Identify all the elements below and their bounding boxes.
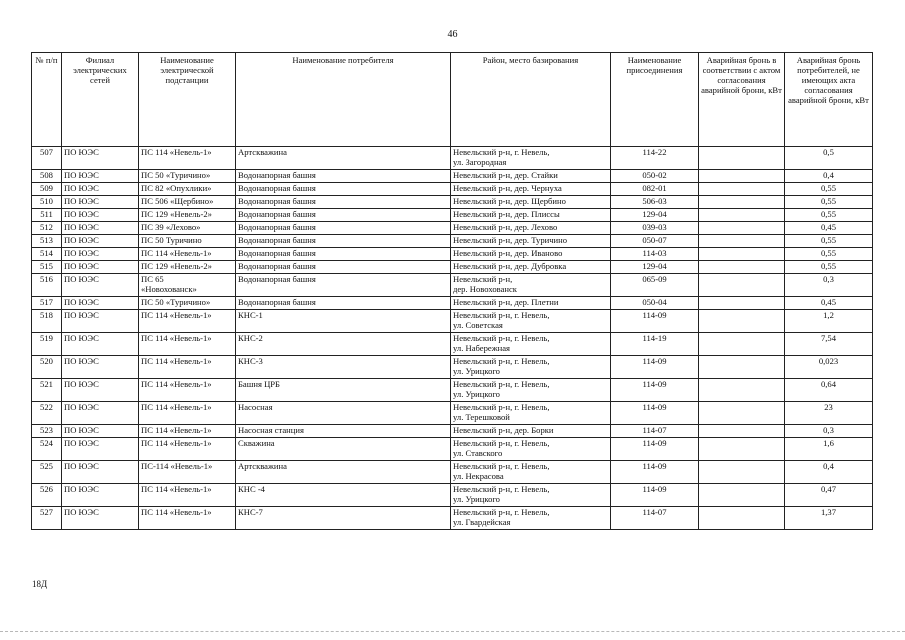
location-cell <box>451 235 611 248</box>
table-row <box>32 438 873 461</box>
connection-cell: 114-09 <box>611 310 699 333</box>
substation-cell <box>139 235 236 248</box>
table-row <box>32 183 873 196</box>
table-row <box>32 170 873 183</box>
connection-cell: 065-09 <box>611 274 699 297</box>
reserve-no-act-cell: 1,37 <box>785 507 873 530</box>
substation-cell-line: ПС 506 «Щербино» <box>141 196 214 206</box>
reserve-act-cell <box>699 248 785 261</box>
connection-cell: 129-04 <box>611 261 699 274</box>
reserve-act-cell <box>699 235 785 248</box>
branch-cell: ПО ЮЭС <box>62 209 139 222</box>
location-cell-line: Невельский р-н, г. Невель, <box>453 147 550 157</box>
substation-cell <box>139 147 236 170</box>
reserve-no-act-cell: 0,023 <box>785 356 873 379</box>
location-cell <box>451 356 611 379</box>
table-body <box>32 147 873 530</box>
reserve-no-act-cell: 0,64 <box>785 379 873 402</box>
table-row <box>32 356 873 379</box>
location-cell-line: Невельский р-н, дер. Иваново <box>453 248 563 258</box>
row-number-cell: 510 <box>32 196 62 209</box>
row-number-cell: 511 <box>32 209 62 222</box>
reserve-act-cell <box>699 402 785 425</box>
location-cell <box>451 333 611 356</box>
reserve-act-cell <box>699 274 785 297</box>
substation-cell <box>139 196 236 209</box>
reserve-no-act-cell: 0,3 <box>785 274 873 297</box>
substation-cell-line: ПС 50 Туричино <box>141 235 202 245</box>
row-number-cell: 512 <box>32 222 62 235</box>
reserve-act-cell <box>699 170 785 183</box>
substation-cell <box>139 379 236 402</box>
table-row <box>32 248 873 261</box>
branch-cell: ПО ЮЭС <box>62 484 139 507</box>
location-cell-line: Невельский р-н, г. Невель, <box>453 356 550 366</box>
location-cell <box>451 438 611 461</box>
row-number-cell: 520 <box>32 356 62 379</box>
substation-cell-line: ПС 114 «Невель-1» <box>141 356 212 366</box>
table-row <box>32 379 873 402</box>
table-row <box>32 425 873 438</box>
substation-cell <box>139 333 236 356</box>
branch-cell: ПО ЮЭС <box>62 196 139 209</box>
location-cell <box>451 147 611 170</box>
location-cell-line: Невельский р-н, г. Невель, <box>453 438 550 448</box>
reserve-act-cell <box>699 507 785 530</box>
header-cell-connection: Наименование присоединения <box>611 53 699 147</box>
connection-cell: 039-03 <box>611 222 699 235</box>
substation-cell <box>139 183 236 196</box>
reserve-act-cell <box>699 183 785 196</box>
reserve-act-cell <box>699 147 785 170</box>
location-cell <box>451 196 611 209</box>
location-cell <box>451 310 611 333</box>
reserve-act-cell <box>699 438 785 461</box>
location-cell-line: Невельский р-н, г. Невель, <box>453 484 550 494</box>
row-number-cell: 507 <box>32 147 62 170</box>
location-cell <box>451 209 611 222</box>
branch-cell: ПО ЮЭС <box>62 235 139 248</box>
row-number-cell: 508 <box>32 170 62 183</box>
branch-cell: ПО ЮЭС <box>62 261 139 274</box>
reserve-no-act-cell: 1,2 <box>785 310 873 333</box>
substation-cell <box>139 248 236 261</box>
connection-cell: 114-19 <box>611 333 699 356</box>
branch-cell: ПО ЮЭС <box>62 274 139 297</box>
substation-cell <box>139 484 236 507</box>
location-cell <box>451 222 611 235</box>
connection-cell: 506-03 <box>611 196 699 209</box>
consumer-cell: КНС-1 <box>236 310 451 333</box>
substation-cell <box>139 170 236 183</box>
branch-cell: ПО ЮЭС <box>62 438 139 461</box>
consumer-cell: Артскважина <box>236 461 451 484</box>
substation-cell-line: ПС 114 «Невель-1» <box>141 147 212 157</box>
reserve-no-act-cell: 1,6 <box>785 438 873 461</box>
reserve-act-cell <box>699 333 785 356</box>
substation-cell-line: ПС 114 «Невель-1» <box>141 438 212 448</box>
location-cell-line: ул. Урицкого <box>453 494 500 504</box>
location-cell-line: Невельский р-н, г. Невель, <box>453 379 550 389</box>
location-cell <box>451 183 611 196</box>
consumer-cell: КНС-2 <box>236 333 451 356</box>
connection-cell: 114-03 <box>611 248 699 261</box>
substation-cell-line: ПС-114 «Невель-1» <box>141 461 213 471</box>
location-cell-line: Невельский р-н, дер. Плетни <box>453 297 559 307</box>
branch-cell: ПО ЮЭС <box>62 333 139 356</box>
reserve-act-cell <box>699 196 785 209</box>
row-number-cell: 523 <box>32 425 62 438</box>
reserve-act-cell <box>699 484 785 507</box>
substation-cell-line: ПС 114 «Невель-1» <box>141 379 212 389</box>
reserve-no-act-cell: 0,45 <box>785 297 873 310</box>
table-header-row <box>32 53 873 147</box>
reserve-no-act-cell: 0,55 <box>785 248 873 261</box>
branch-cell: ПО ЮЭС <box>62 461 139 484</box>
substation-cell-line: ПС 114 «Невель-1» <box>141 310 212 320</box>
table-row <box>32 261 873 274</box>
branch-cell: ПО ЮЭС <box>62 310 139 333</box>
consumer-cell: КНС -4 <box>236 484 451 507</box>
connection-cell: 050-04 <box>611 297 699 310</box>
table-row <box>32 402 873 425</box>
table-row <box>32 484 873 507</box>
branch-cell: ПО ЮЭС <box>62 222 139 235</box>
location-cell-line: Невельский р-н, г. Невель, <box>453 507 550 517</box>
reserve-act-cell <box>699 209 785 222</box>
consumer-cell: КНС-3 <box>236 356 451 379</box>
substation-cell-line: ПС 114 «Невель-1» <box>141 248 212 258</box>
reserve-no-act-cell: 0,47 <box>785 484 873 507</box>
consumer-cell: Артскважина <box>236 147 451 170</box>
location-cell <box>451 248 611 261</box>
reserve-no-act-cell: 0,5 <box>785 147 873 170</box>
reserve-act-cell <box>699 222 785 235</box>
location-cell <box>451 170 611 183</box>
consumer-cell: Водонапорная башня <box>236 235 451 248</box>
branch-cell: ПО ЮЭС <box>62 356 139 379</box>
branch-cell: ПО ЮЭС <box>62 170 139 183</box>
substation-cell-line: ПС 39 «Лехово» <box>141 222 201 232</box>
row-number-cell: 524 <box>32 438 62 461</box>
substation-cell <box>139 261 236 274</box>
header-cell-reserve-no-act: Аварийная бронь потребителей, не имеющих акта согласования аварийной брони, кВт <box>785 53 873 147</box>
header-cell-reserve-act: Аварийная бронь в соответствии с актом согласования аварийной брони, кВт <box>699 53 785 147</box>
location-cell <box>451 402 611 425</box>
location-cell-line: ул. Некрасова <box>453 471 504 481</box>
connection-cell: 114-09 <box>611 356 699 379</box>
reserve-no-act-cell: 0,3 <box>785 425 873 438</box>
reserve-no-act-cell: 0,55 <box>785 209 873 222</box>
table-row <box>32 297 873 310</box>
substation-cell-line: ПС 82 «Опухлики» <box>141 183 212 193</box>
location-cell-line: Невельский р-н, дер. Стайки <box>453 170 558 180</box>
branch-cell: ПО ЮЭС <box>62 379 139 402</box>
reserve-act-cell <box>699 297 785 310</box>
substation-cell-line: ПС 129 «Невель-2» <box>141 261 212 271</box>
reserve-act-cell <box>699 379 785 402</box>
substation-cell <box>139 274 236 297</box>
location-cell-line: Невельский р-н, г. Невель, <box>453 402 550 412</box>
row-number-cell: 515 <box>32 261 62 274</box>
location-cell-line: Невельский р-н, дер. Чернуха <box>453 183 562 193</box>
substation-cell-line: ПС 65 <box>141 274 164 284</box>
row-number-cell: 517 <box>32 297 62 310</box>
location-cell <box>451 297 611 310</box>
consumer-cell: Водонапорная башня <box>236 183 451 196</box>
location-cell-line: ул. Загородная <box>453 157 507 167</box>
branch-cell: ПО ЮЭС <box>62 425 139 438</box>
branch-cell: ПО ЮЭС <box>62 402 139 425</box>
substation-cell <box>139 438 236 461</box>
location-cell-line: Невельский р-н, дер. Дубровка <box>453 261 567 271</box>
location-cell-line: Невельский р-н, <box>453 274 513 284</box>
consumer-cell: Водонапорная башня <box>236 209 451 222</box>
substation-cell-line: ПС 50 «Туричино» <box>141 297 211 307</box>
sheet-code: 18Д <box>32 579 48 589</box>
table-row <box>32 310 873 333</box>
row-number-cell: 521 <box>32 379 62 402</box>
location-cell <box>451 484 611 507</box>
reserve-act-cell <box>699 310 785 333</box>
connection-cell: 114-22 <box>611 147 699 170</box>
table-row <box>32 196 873 209</box>
location-cell-line: Невельский р-н, дер. Лехово <box>453 222 558 232</box>
consumer-cell: Водонапорная башня <box>236 196 451 209</box>
substation-cell <box>139 356 236 379</box>
row-number-cell: 513 <box>32 235 62 248</box>
emergency-reserve-table <box>31 52 873 530</box>
consumer-cell: Водонапорная башня <box>236 222 451 235</box>
reserve-no-act-cell: 7,54 <box>785 333 873 356</box>
substation-cell <box>139 507 236 530</box>
consumer-cell: Насосная станция <box>236 425 451 438</box>
row-number-cell: 519 <box>32 333 62 356</box>
reserve-no-act-cell: 0,55 <box>785 196 873 209</box>
reserve-no-act-cell: 0,45 <box>785 222 873 235</box>
row-number-cell: 514 <box>32 248 62 261</box>
header-cell-substation: Наименование электрической подстанции <box>139 53 236 147</box>
substation-cell-line: ПС 50 «Туричино» <box>141 170 211 180</box>
consumer-cell: Водонапорная башня <box>236 297 451 310</box>
reserve-no-act-cell: 23 <box>785 402 873 425</box>
location-cell-line: дер. Новохованск <box>453 284 517 294</box>
substation-cell-line: ПС 114 «Невель-1» <box>141 402 212 412</box>
location-cell-line: Невельский р-н, г. Невель, <box>453 333 550 343</box>
reserve-act-cell <box>699 425 785 438</box>
substation-cell <box>139 209 236 222</box>
table-row <box>32 147 873 170</box>
row-number-cell: 525 <box>32 461 62 484</box>
row-number-cell: 526 <box>32 484 62 507</box>
location-cell-line: ул. Терешковой <box>453 412 510 422</box>
table-row <box>32 507 873 530</box>
substation-cell <box>139 461 236 484</box>
table-row <box>32 209 873 222</box>
row-number-cell: 527 <box>32 507 62 530</box>
reserve-no-act-cell: 0,4 <box>785 170 873 183</box>
location-cell <box>451 461 611 484</box>
location-cell-line: ул. Ставского <box>453 448 503 458</box>
substation-cell-line: ПС 114 «Невель-1» <box>141 484 212 494</box>
header-cell-number: № п/п <box>32 53 62 147</box>
row-number-cell: 516 <box>32 274 62 297</box>
header-cell-branch: Филиал электрических сетей <box>62 53 139 147</box>
consumer-cell: Башня ЦРБ <box>236 379 451 402</box>
location-cell <box>451 379 611 402</box>
row-number-cell: 518 <box>32 310 62 333</box>
branch-cell: ПО ЮЭС <box>62 297 139 310</box>
substation-cell-line: ПС 114 «Невель-1» <box>141 507 212 517</box>
consumer-cell: Водонапорная башня <box>236 274 451 297</box>
branch-cell: ПО ЮЭС <box>62 183 139 196</box>
row-number-cell: 522 <box>32 402 62 425</box>
reserve-no-act-cell: 0,55 <box>785 183 873 196</box>
location-cell-line: Невельский р-н, дер. Плиссы <box>453 209 560 219</box>
row-number-cell: 509 <box>32 183 62 196</box>
location-cell-line: ул. Гвардейская <box>453 517 511 527</box>
reserve-act-cell <box>699 261 785 274</box>
consumer-cell: Насосная <box>236 402 451 425</box>
location-cell <box>451 507 611 530</box>
table-row <box>32 235 873 248</box>
branch-cell: ПО ЮЭС <box>62 507 139 530</box>
location-cell-line: Невельский р-н, дер. Туричино <box>453 235 568 245</box>
location-cell-line: Невельский р-н, г. Невель, <box>453 310 550 320</box>
substation-cell-line: ПС 114 «Невель-1» <box>141 425 212 435</box>
page-number: 46 <box>447 29 458 40</box>
substation-cell <box>139 222 236 235</box>
reserve-no-act-cell: 0,55 <box>785 261 873 274</box>
branch-cell: ПО ЮЭС <box>62 147 139 170</box>
location-cell <box>451 261 611 274</box>
consumer-cell: Скважина <box>236 438 451 461</box>
location-cell-line: Невельский р-н, г. Невель, <box>453 461 550 471</box>
location-cell-line: ул. Урицкого <box>453 366 500 376</box>
connection-cell: 114-07 <box>611 507 699 530</box>
substation-cell-line: ПС 114 «Невель-1» <box>141 333 212 343</box>
header-cell-consumer: Наименование потребителя <box>236 53 451 147</box>
location-cell-line: ул. Набережная <box>453 343 511 353</box>
connection-cell: 050-07 <box>611 235 699 248</box>
connection-cell: 114-09 <box>611 484 699 507</box>
reserve-no-act-cell: 0,4 <box>785 461 873 484</box>
location-cell-line: Невельский р-н, дер. Щербино <box>453 196 566 206</box>
location-cell <box>451 274 611 297</box>
connection-cell: 114-07 <box>611 425 699 438</box>
consumer-cell: Водонапорная башня <box>236 170 451 183</box>
connection-cell: 050-02 <box>611 170 699 183</box>
consumer-cell: КНС-7 <box>236 507 451 530</box>
connection-cell: 082-01 <box>611 183 699 196</box>
branch-cell: ПО ЮЭС <box>62 248 139 261</box>
substation-cell <box>139 310 236 333</box>
consumer-cell: Водонапорная башня <box>236 261 451 274</box>
table-row <box>32 222 873 235</box>
reserve-no-act-cell: 0,55 <box>785 235 873 248</box>
substation-cell <box>139 297 236 310</box>
connection-cell: 114-09 <box>611 438 699 461</box>
reserve-act-cell <box>699 461 785 484</box>
substation-cell <box>139 425 236 438</box>
location-cell-line: ул. Урицкого <box>453 389 500 399</box>
reserve-act-cell <box>699 356 785 379</box>
connection-cell: 129-04 <box>611 209 699 222</box>
substation-cell-line: ПС 129 «Невель-2» <box>141 209 212 219</box>
substation-cell <box>139 402 236 425</box>
header-cell-location: Район, место базирования <box>451 53 611 147</box>
connection-cell: 114-09 <box>611 379 699 402</box>
consumer-cell: Водонапорная башня <box>236 248 451 261</box>
location-cell <box>451 425 611 438</box>
connection-cell: 114-09 <box>611 402 699 425</box>
connection-cell: 114-09 <box>611 461 699 484</box>
substation-cell-line: «Новохованск» <box>141 284 197 294</box>
location-cell-line: Невельский р-н, дер. Борки <box>453 425 554 435</box>
table-row <box>32 461 873 484</box>
location-cell-line: ул. Советская <box>453 320 503 330</box>
table-row <box>32 274 873 297</box>
scan-edge-line <box>0 631 905 632</box>
table-row <box>32 333 873 356</box>
